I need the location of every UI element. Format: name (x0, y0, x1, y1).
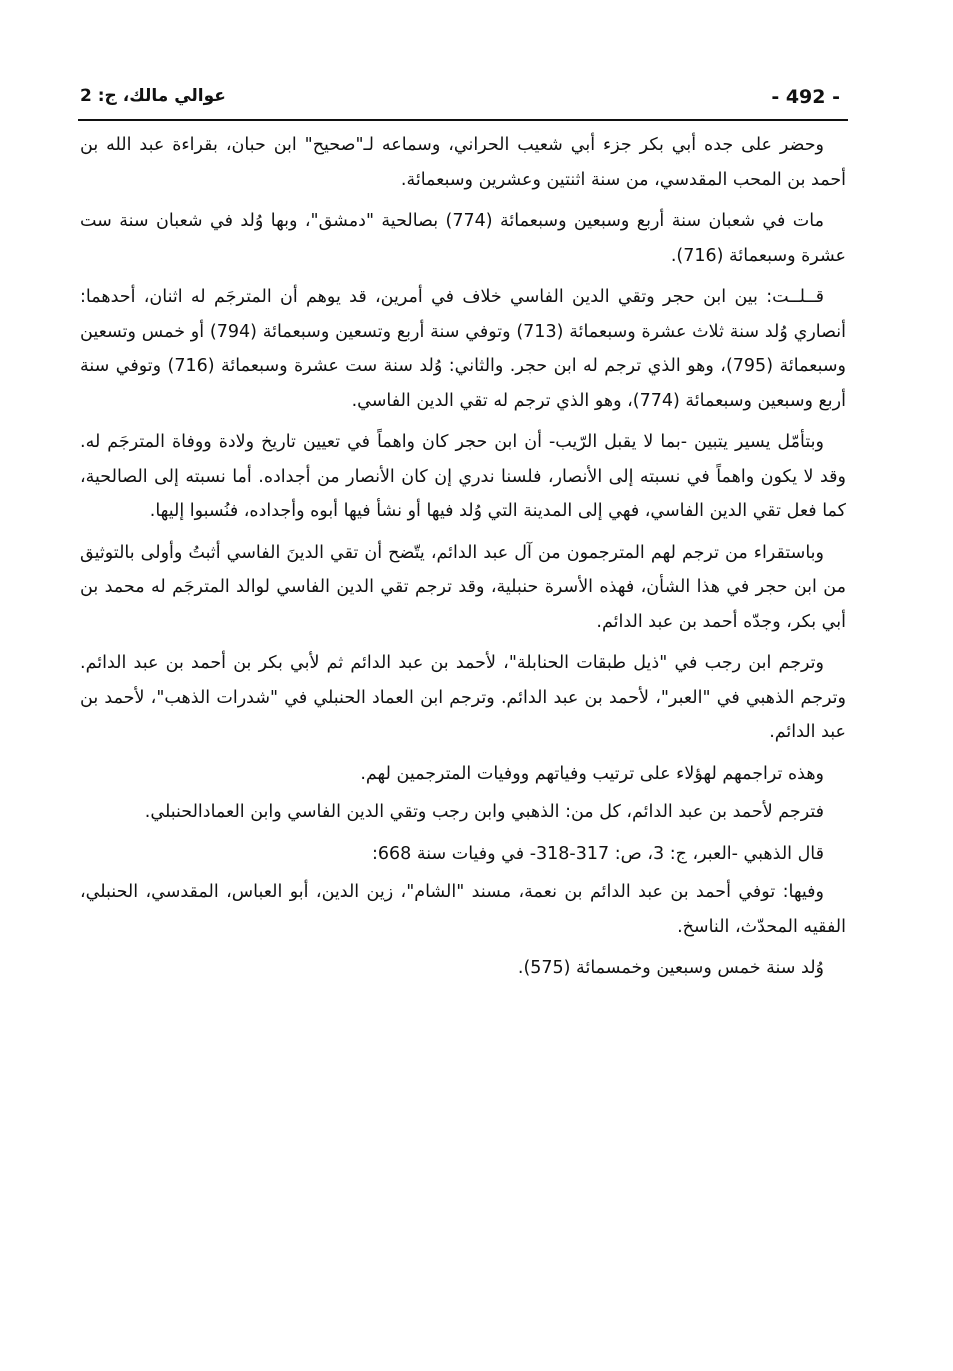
paragraph-7: وهذه تراجمهم لهؤلاء على ترتيب وفياتهم ووفيات المترجمين لهم. (360, 763, 824, 784)
paragraph-2: مات في شعبان سنة أربع وسبعين وسبعمائة (774) بصالحية "دمشق"، وبها وُلد في شعبان سنة ست عشرة وسبعمائة (716). (80, 211, 846, 266)
paragraph-9: قال الذهبي -العبر، ج: 3، ص: 317-318- في وفيات سنة 668: (371, 843, 824, 864)
paragraph-10: وفيها: توفي أحمد بن عبد الدائم بن نعمة، مسند "الشام"، زين الدين، أبو العباس، المقدسي، الحنبلي، الفقيه المحدّث، الناسخ. (80, 882, 846, 937)
paragraph-1: وحضر على جده أبي بكر جزء أبي شعيب الحراني، وسماعه لـ"صحيح" ابن حبان، بقراءة عبد الله بن أحمد بن المحب المقدسي، من سنة اثنتين وعشرين وسبعمائة. (80, 135, 846, 190)
page-header (78, 80, 848, 114)
header-divider (78, 119, 848, 121)
paragraph-4: وبتأمّل يسير يتبين -بما لا يقبل الرّيب- أن ابن حجر كان واهماً في تعيين تاريخ ولادة ووفاة المترجَم له. وقد لا يكون واهماً في نسبته إلى الأنصار، فلسنا ندري إن كان الأنصار من أجداده. أما نسبته إلى الصالحية، كما فعل تقي الدين الفاسي، فهي إلى المدينة التي وُلد فيها أو نشأ فيها أبوه وأجداده، فنُسبوا إليها. (80, 432, 846, 521)
paragraph-11: وُلد سنة خمس وسبعين وخمسمائة (575). (517, 958, 824, 978)
paragraph-6: وترجم ابن رجب في "ذيل طبقات الحنابلة"، لأحمد بن عبد الدائم ثم لأبي بكر بن أحمد بن عبد الدائم. وترجم الذهبي في "العبر"، لأحمد بن عبد الدائم. وترجم ابن العماد الحنبلي في "شدرات الذهب"، لأحمد بن عبد الدائم. (80, 653, 846, 742)
paragraph-8: فترجم لأحمد بن عبد الدائم، كل من: الذهبي وابن رجب وتقي الدين الفاسي وابن العمادالحنبلي. (144, 802, 824, 822)
page-number: - 492 - (771, 86, 840, 108)
body-text (80, 128, 846, 993)
running-title: عوالي مالك، ج: 2 (80, 86, 226, 106)
paragraph-3: قــلــت: بين ابن حجر وتقي الدين الفاسي خلاف في أمرين، قد يوهم أن المترجَم له اثنان، أحدهما: أنصاري وُلد سنة ثلاث عشرة وسبعمائة (713) وتوفي سنة أربع وتسعين وسبعمائة (794) أو خمس وتسعين وسبعمائة (795)، وهو الذي ترجم له ابن حجر. والثاني: وُلد سنة ست عشرة وسبعمائة (716) وتوفي سنة أربع وسبعين وسبعمائة (774)، وهو الذي ترجم له تقي الدين الفاسي. (80, 287, 847, 411)
paragraph-5: وباستقراء من ترجم لهم المترجمون من آل عبد الدائم، يتّضح أن تقي الدينَ الفاسي أثبتُ وأولى بالتوثيق من ابن حجر في هذا الشأن، فهذه الأسرة حنبلية، وقد ترجم تقي الدين الفاسي لوالد المترجَم له محمد بن أبي بكر، وجدّه أحمد بن عبد الدائم. (80, 542, 846, 632)
